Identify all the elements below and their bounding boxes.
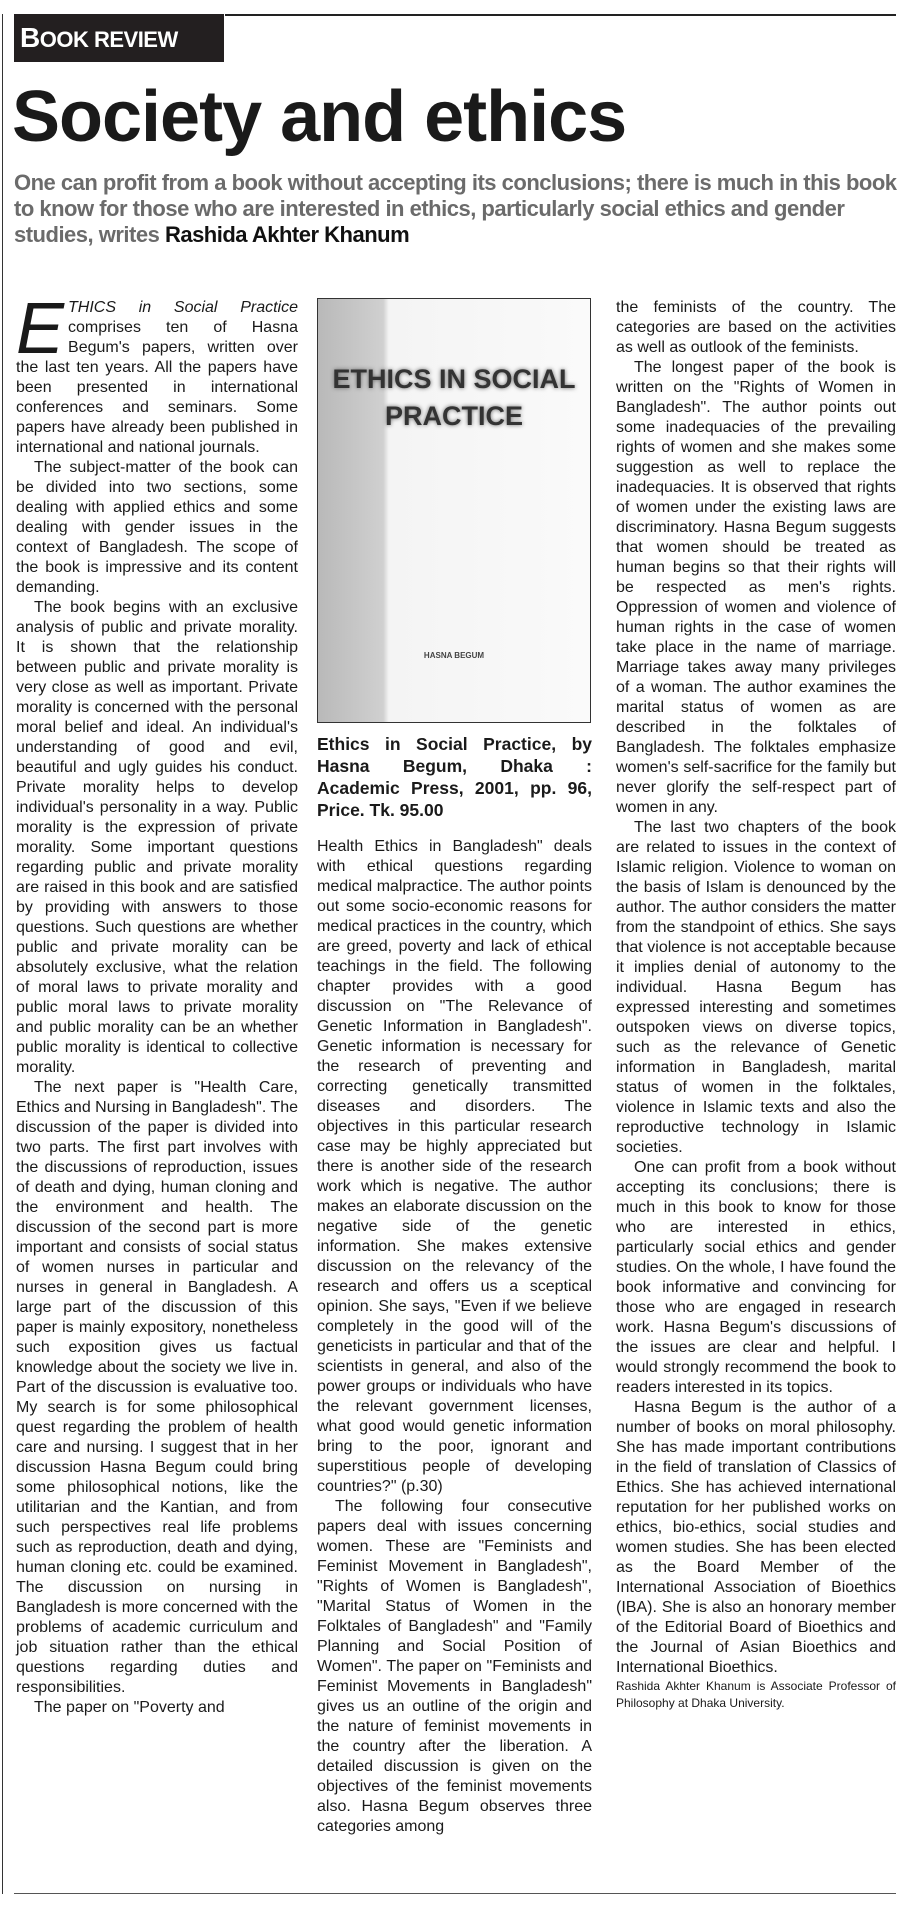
bottom-rule: [14, 1893, 896, 1894]
headline: Society and ethics: [12, 77, 627, 157]
column-3: [616, 298, 896, 1712]
book-cover-title: ETHICS IN SOCIAL PRACTICE: [332, 364, 576, 431]
column-1: [16, 289, 298, 1718]
book-cover-image: [317, 298, 591, 723]
kicker-rest: OOK REVIEW: [39, 27, 178, 52]
paragraph: The last two chapters of the book are related to issues in the context of Islamic religion. Violence to woman on the basis of Islam is denounced by the author. The author considers the matter from the standpoint of ethics. She says that violence is not acceptable because it implies denial of autonomy to the individual. Hasna Begum has expressed interesting and sometimes outspoken views on diverse topics, such as the relevance of Genetic information in Bangladesh, marital status of women in the folktales, violence in Islamic texts and also the reproductive technology in Islamic societies.: [616, 819, 896, 1156]
deck-text: One can profit from a book without accepting its conclusions; there is much in this book to know for those who are interested in ethics, particularly social ethics and gender studies, writes: [14, 170, 897, 247]
column-2: [317, 298, 592, 1837]
book-caption: Ethics in Social Practice, by Hasna Begum, Dhaka : Academic Press, 2001, pp. 96, Price. Tk. 95.00: [317, 734, 592, 820]
paragraph: [16, 289, 298, 458]
paragraph: The longest paper of the book is written on the "Rights of Women in Bangladesh". The author points out some inadequacies of the prevailing rights of women and she makes some suggestion as well to replace the inadequacies. It is observed that rights of women under the existing laws are discriminatory. Hasna Begum suggests that women should be treated as human begins so that their rights will be respected as men's rights. Oppression of women and violence of human rights in the case of women take place in the name of marriage. Marriage takes away many privileges of a woman. The author examines the marital status of women as are described in the folktales of Bangladesh. The folktales emphasize women's self-sacrifice for the family but never glorify the self-respect part of women in any.: [616, 359, 896, 816]
paragraph: The paper on "Poverty and: [34, 1699, 225, 1716]
paragraph: the feminists of the country. The categories are based on the activities as well as outlook of the feminists.: [616, 299, 896, 356]
left-border: [2, 14, 3, 1894]
byline: Rashida Akhter Khanum: [164, 222, 410, 247]
paragraph: The following four consecutive papers deal with issues concerning women. These are "Feminists and Feminist Movement in Bangladesh", "Rights of Women is Bangladesh", "Marital Status of Women in the Folktales of Bangladesh" and "Family Planning and Social Position of Women". The paper on "Feminists and Feminist Movements in Bangladesh" gives us an outline of the origin and the nature of feminist movements in the country after the liberation. A detailed discussion is given on the objectives of the feminist movements also. Hasna Begum observes three categories among: [317, 1498, 592, 1835]
paragraph: Health Ethics in Bangladesh" deals with ethical questions regarding medical malpractice. The author points out some socio-economic reasons for medical practices in the country, which are greed, poverty and lack of ethical teachings in the field. The following chapter provides with a good discussion on "The Relevance of Genetic Information in Bangladesh". Genetic information is necessary for the research of preventing and correcting genetically transmitted diseases and disorders. The objectives in this particular research case may be highly appreciated but there is another side of the research work which is negative. The author makes an elaborate discussion on the negative side of the genetic information. She makes extensive discussion on the relevancy of the research and offers us a sceptical opinion. She says, "Even if we believe completely in the good will of the geneticists in particular and that of the scientists in general, and also of the power groups or individuals who have the relevant government licenses, what good would genetic information bring to the poor, ignorant and superstitious people of developing countries?" (p.30): [317, 838, 592, 1495]
paragraph: The next paper is "Health Care, Ethics and Nursing in Bangladesh". The discussion of the paper is divided into two parts. The first part involves with the discussions of reproduction, issues of death and dying, human cloning and the environment and health. The discussion of the second part is more important and consists of social status of women nurses in particular and nurses in general in Bangladesh. A large part of the discussion of this paper is mainly expository, nonetheless such exposition gives us factual knowledge about the society we live in. Part of the discussion is evaluative too. My search is for some philosophical quest regarding the problem of health care and nursing. I suggest that in her discussion Hasna Begum could bring some philosophical notions, like the utilitarian and the Kantian, and from such perspectives real life problems such as reproduction, death and dying, human cloning etc. could be examined. The discussion on nursing in Bangladesh is more concerned with the problems of academic curriculum and job situation rather than the ethical questions regarding duties and responsibilities.: [16, 1079, 298, 1696]
paragraph: The book begins with an exclusive analysis of public and private morality. It is shown that the relationship between public and private morality is very close as well as important. Private morality is concerned with the personal moral belief and ideal. An individual's understanding of good and evil, beautiful and ugly guides his conduct. Private morality helps to develop individual's personality in a way. Public morality is the expression of private morality. Some important questions regarding public and private morality are raised in this book and are satisfied by providing with answers to those questions. Such questions are whether public and private morality can be absolutely exclusive, what the relation of moral laws to private morality and public moral laws to private morality and public morality can be an whether public morality is identical to collective morality.: [16, 599, 298, 1076]
author-note: Rashida Akhter Khanum is Associate Professor of Philosophy at Dhaka University.: [616, 1679, 896, 1710]
lead-in: THICS in Social Practice: [68, 299, 298, 316]
paragraph: One can profit from a book without accepting its conclusions; there is much in this book to know for those who are interested in ethics, particularly social ethics and gender studies. On the whole, I have found the book informative and convincing for those who are engaged in research work. Hasna Begum's discussions of the issues are clear and helpful. I would strongly recommend the book to readers interested in its topics.: [616, 1159, 896, 1396]
kicker-initial: B: [20, 22, 40, 53]
paragraph-text: comprises ten of Hasna Begum's papers, written over the last ten years. All the papers have been presented in international conferences and seminars. Some papers have already been published in international and national journals.: [16, 319, 298, 456]
paragraph: The subject-matter of the book can be divided into two sections, some dealing with applied ethics and some dealing with gender issues in the context of Bangladesh. The scope of the book is impressive and its content demanding.: [16, 459, 298, 596]
deck: [14, 170, 899, 248]
paragraph: Hasna Begum is the author of a number of books on moral philosophy. She has made important contributions in the field of translation of Classics of Ethics. She has achieved international reputation for her published works on ethics, bio-ethics, social studies and women studies. She has been elected as the Board Member of the International Association of Bioethics (IBA). She is also an honorary member of the Editorial Board of Bioethics and the Journal of Asian Bioethics and International Bioethics.: [616, 1399, 896, 1676]
book-cover-author: HASNA BEGUM: [423, 651, 485, 660]
section-kicker: [14, 14, 224, 62]
drop-cap: E: [16, 289, 65, 369]
top-rule: [225, 14, 896, 16]
